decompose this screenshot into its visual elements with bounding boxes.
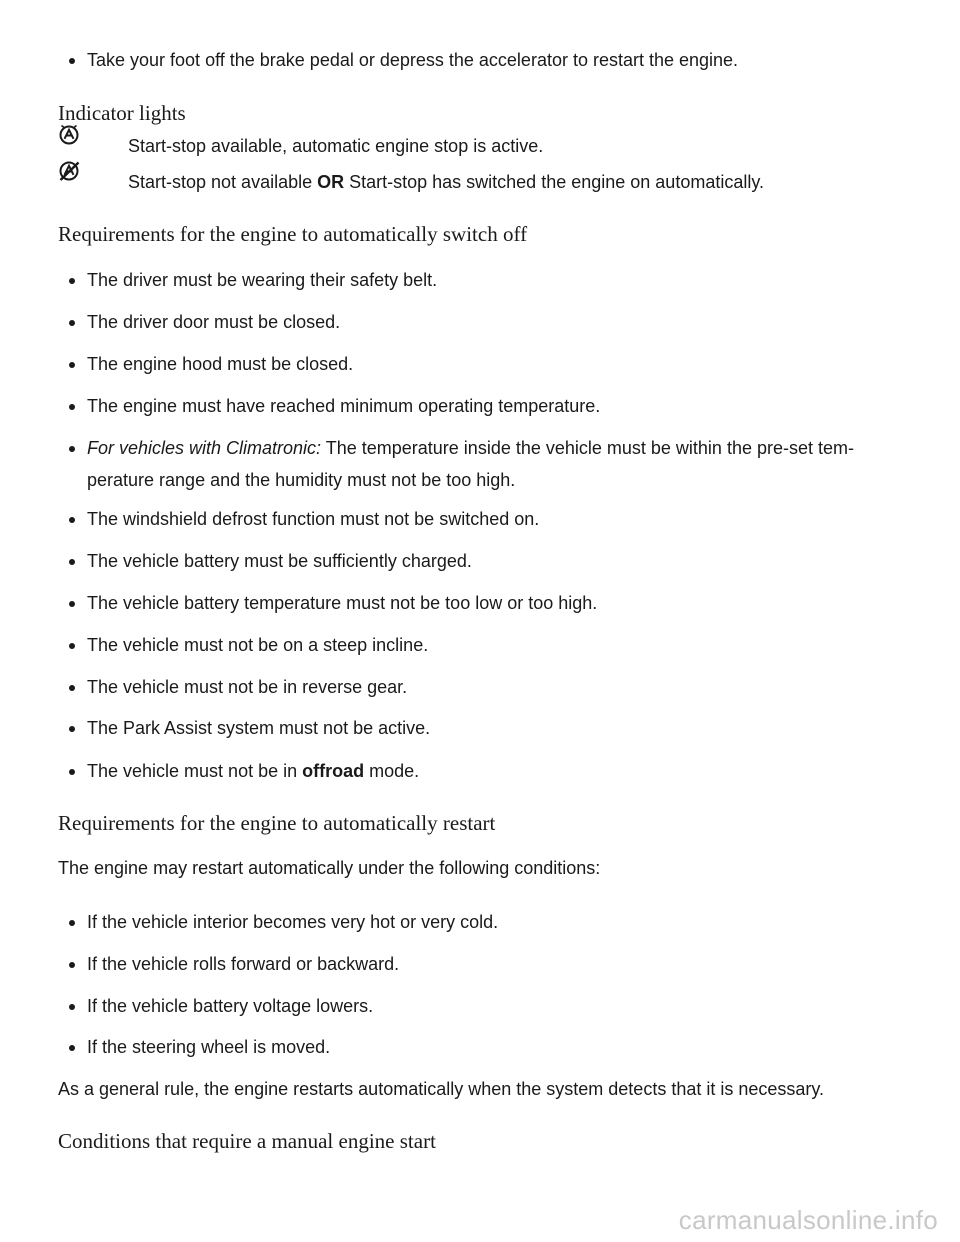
list-item <box>69 629 920 661</box>
list-item <box>69 306 920 338</box>
section-heading-indicator-lights: Indicator lights <box>58 101 186 125</box>
bullet-icon <box>69 962 75 968</box>
section-heading-manual-start: Conditions that require a manual engine start <box>58 1129 436 1153</box>
list-item <box>69 587 920 619</box>
list-item <box>69 503 920 535</box>
list-item <box>69 755 920 787</box>
bullet-icon <box>69 643 75 649</box>
list-item-text: The Park Assist system must not be active. <box>87 718 431 738</box>
offroad-text-after: mode. <box>364 761 420 781</box>
list-item <box>69 906 920 938</box>
bullet-icon <box>69 769 75 775</box>
list-item-text: The driver must be wearing their safety belt. <box>87 270 438 290</box>
list-item-text: The driver door must be closed. <box>87 312 341 332</box>
list-item-text: If the vehicle battery voltage lowers. <box>87 996 374 1016</box>
list-item-text: The engine must have reached minimum operating temperature. <box>87 396 601 416</box>
list-item-text: The vehicle battery must be sufficiently charged. <box>87 551 472 571</box>
list-item <box>69 1031 920 1063</box>
start-stop-available-icon <box>58 124 80 146</box>
list-item <box>69 990 920 1022</box>
bullet-icon <box>69 278 75 284</box>
general-rule-paragraph: As a general rule, the engine restarts automatically when the system detects that it is necessary. <box>58 1079 825 1099</box>
bullet-icon <box>69 1045 75 1051</box>
climatronic-text-line2: perature range and the humidity must not be too high. <box>87 470 516 490</box>
list-item-text: If the vehicle rolls forward or backward. <box>87 954 400 974</box>
list-item <box>69 44 920 76</box>
list-item-text <box>87 432 920 496</box>
list-item-text: The vehicle must not be on a steep incline. <box>87 635 429 655</box>
bullet-icon <box>69 446 75 452</box>
list-item <box>69 545 920 577</box>
list-item <box>69 948 920 980</box>
list-item <box>69 348 920 380</box>
list-item <box>69 432 920 496</box>
bullet-icon <box>69 517 75 523</box>
indicator-text-after: Start-stop has switched the engine on automatically. <box>344 172 765 192</box>
start-stop-not-available-icon <box>58 160 80 182</box>
list-item <box>69 712 920 744</box>
bullet-icon <box>69 362 75 368</box>
list-item <box>69 671 920 703</box>
climatronic-label: For vehicles with Climatronic: <box>87 438 322 458</box>
list-item-text: If the vehicle interior becomes very hot or very cold. <box>87 912 499 932</box>
offroad-text-before: The vehicle must not be in <box>87 761 303 781</box>
indicator-description <box>128 170 764 194</box>
bullet-icon <box>69 726 75 732</box>
bullet-icon <box>69 58 75 64</box>
section-heading-restart: Requirements for the engine to automatically restart <box>58 811 496 835</box>
bullet-icon <box>69 1004 75 1010</box>
bullet-icon <box>69 685 75 691</box>
list-item-text <box>87 755 920 787</box>
list-item <box>69 264 920 296</box>
bullet-icon <box>69 601 75 607</box>
indicator-text-before: Start-stop not available <box>128 172 318 192</box>
list-item <box>69 390 920 422</box>
watermark: carmanualsonline.info <box>678 1205 938 1235</box>
list-item-text: Take your foot off the brake pedal or depress the accelerator to restart the engine. <box>87 50 739 70</box>
list-item-text: The vehicle must not be in reverse gear. <box>87 677 408 697</box>
bullet-icon <box>69 404 75 410</box>
list-item-text: The engine hood must be closed. <box>87 354 354 374</box>
section-heading-switch-off: Requirements for the engine to automatically switch off <box>58 222 528 246</box>
indicator-description: Start-stop available, automatic engine stop is active. <box>128 136 544 156</box>
list-item-text: If the steering wheel is moved. <box>87 1037 331 1057</box>
indicator-row <box>58 170 920 200</box>
indicator-row <box>58 134 920 164</box>
indicator-text-bold: OR <box>317 172 345 192</box>
offroad-text-bold: offroad <box>302 761 365 781</box>
bullet-icon <box>69 320 75 326</box>
list-item-text: The vehicle battery temperature must not be too low or too high. <box>87 593 598 613</box>
list-item-text: The windshield defrost function must not be switched on. <box>87 509 540 529</box>
climatronic-text-line1: The temperature inside the vehicle must be within the pre-set tem- <box>321 438 854 458</box>
bullet-icon <box>69 559 75 565</box>
bullet-icon <box>69 920 75 926</box>
restart-intro: The engine may restart automatically under the following conditions: <box>58 858 601 878</box>
